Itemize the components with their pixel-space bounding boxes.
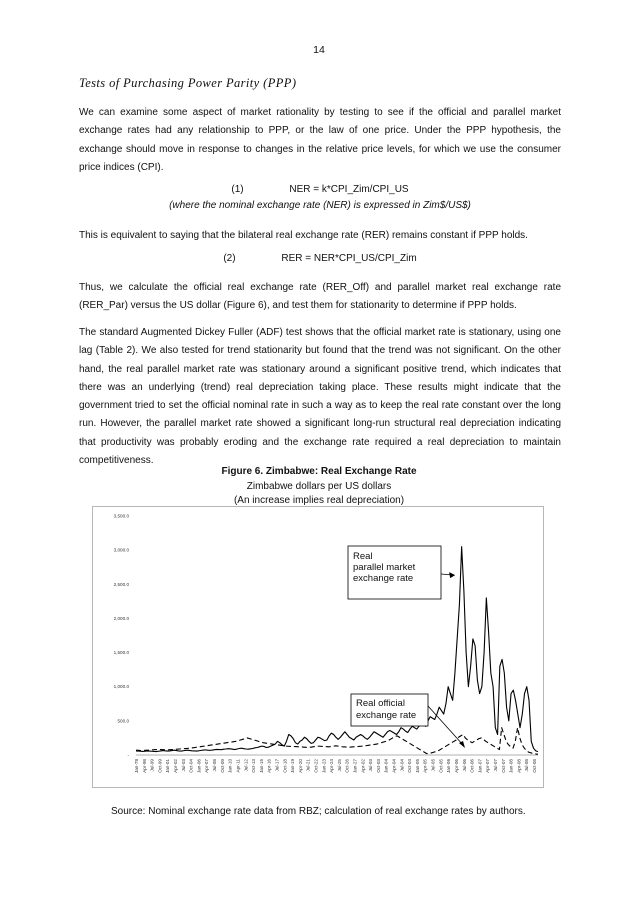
- x-tick-label: Jul-03: [368, 759, 374, 772]
- x-tick-label: Oct-04: [407, 759, 413, 773]
- equation-1-note: (where the nominal exchange rate (NER) is expressed in Zim$/US$): [169, 200, 471, 211]
- parallel-annotation-text: Real: [353, 551, 373, 562]
- x-tick-label: Oct-06: [469, 759, 475, 773]
- x-tick-label: Oct-18: [282, 759, 288, 773]
- x-tick-label: Apr-07: [204, 759, 210, 773]
- x-tick-label: Oct-99: [157, 759, 163, 773]
- x-tick-label: Oct-13: [251, 759, 257, 773]
- x-tick-label: Jul-04: [399, 759, 405, 772]
- y-tick-label: 2,500.0: [113, 581, 129, 587]
- x-tick-label: Apr-04: [391, 759, 397, 773]
- parallel-annotation-text: exchange rate: [353, 573, 414, 584]
- x-tick-label: Apr-11: [235, 759, 241, 773]
- x-tick-label: Jan-05: [414, 759, 420, 774]
- figure-subtitle-units: Zimbabwe dollars per US dollars: [246, 481, 392, 492]
- y-tick-label: 3,500.0: [113, 513, 129, 519]
- x-tick-label: Oct-07: [500, 759, 506, 773]
- x-tick-label: Oct-08: [532, 759, 537, 773]
- x-tick-label: Jan-04: [383, 759, 389, 774]
- x-tick-label: Apr-02: [173, 759, 179, 773]
- real-exchange-rate-chart: [92, 506, 544, 788]
- y-tick-label: 500.0: [117, 718, 129, 724]
- x-tick-label: Jul-21: [305, 759, 311, 772]
- paragraph-rer-constant: This is equivalent to saying that the bilateral real exchange rate (RER) remains constant if PPP holds.: [79, 230, 528, 241]
- x-tick-label: Apr-07: [485, 759, 491, 773]
- official-annotation-text: Real official: [356, 698, 405, 709]
- x-tick-label: Jan-08: [508, 759, 514, 774]
- x-tick-label: Jul-05: [430, 759, 436, 772]
- x-tick-label: Jan-23: [321, 759, 327, 774]
- x-tick-label: Jan-19: [290, 759, 296, 774]
- paragraph-intro: We can examine some aspect of market rationality by testing to see if the official and parallel market exchange rates had any relationship to PPP, or the law of one price. Under the PPP hypothesis, the exchange should move in response to changes in the relative price levels, for which we use the consumer price indices (CPI).: [79, 107, 561, 173]
- x-tick-label: Oct-04: [188, 759, 194, 773]
- x-tick-label: Jan-78: [134, 759, 139, 774]
- x-tick-label: Apr-02: [360, 759, 366, 773]
- x-tick-label: Jan-06: [446, 759, 452, 774]
- equation-2-number: (2): [223, 253, 236, 264]
- x-tick-label: Oct-05: [438, 759, 444, 773]
- x-tick-label: Jul-25: [336, 759, 342, 772]
- x-tick-label: Jul-08: [212, 759, 218, 772]
- official-annotation-text: exchange rate: [356, 710, 417, 721]
- x-tick-label: Jan-07: [477, 759, 483, 774]
- x-tick-label: Apr-24: [329, 759, 335, 773]
- y-tick-label: 1,000.0: [113, 684, 129, 690]
- y-tick-label: 2,000.0: [113, 615, 129, 621]
- parallel-annotation-text: parallel market: [353, 562, 416, 573]
- x-tick-label: Jul-99: [149, 759, 155, 772]
- equation-2: [79, 253, 561, 264]
- x-tick-label: Oct-26: [344, 759, 350, 773]
- paragraph-adf: The standard Augmented Dickey Fuller (ADF) test shows that the official market rate is stationary, using one lag (Table 2). We also tested for trend stationarity but found that the trend was not significant. On the other hand, the real parallel market rate was stationary around a significant positive trend, which indicates that there was an underlying (trend) real depreciation taking place. These results might indicate that the government tried to set the official nominal rate in such a way as to keep the real rate constant over the long run. However, the parallel market rate showed a significant long-run structural real depreciation indicating that productivity was probably eroding and the exchange rate required a real depreciation to maintain competitiveness.: [79, 327, 561, 467]
- x-tick-label: Apr-08: [516, 759, 522, 773]
- x-tick-label: Apr-05: [422, 759, 428, 773]
- y-tick-label: -: [127, 752, 129, 758]
- x-tick-label: Apr-16: [266, 759, 272, 773]
- x-tick-label: Jan-01: [165, 759, 171, 774]
- x-tick-label: Jul-08: [524, 759, 530, 772]
- paragraph-calc: Thus, we calculate the official real exchange rate (RER_Off) and parallel market real exchange rate (RER_Par) versus the US dollar (Figure 6), and test them for stationarity to determine if PPP holds.: [79, 282, 561, 312]
- equation-1-number: (1): [231, 184, 244, 195]
- section-heading: Tests of Purchasing Power Parity (PPP): [79, 76, 297, 90]
- y-tick-label: 3,000.0: [113, 547, 129, 553]
- figure-subtitle-note: (An increase implies real depreciation): [233, 495, 405, 506]
- x-tick-label: Apr-06: [453, 759, 459, 773]
- x-tick-label: Jul-06: [461, 759, 467, 772]
- x-tick-label: Oct-09: [219, 759, 225, 773]
- figure-title: Figure 6. Zimbabwe: Real Exchange Rate: [221, 466, 417, 477]
- x-tick-label: Oct-22: [313, 759, 319, 773]
- y-tick-label: 1,500.0: [113, 650, 129, 656]
- x-tick-label: Jan-27: [352, 759, 358, 774]
- chart-border: [93, 507, 544, 788]
- x-tick-label: Apr-98: [141, 759, 147, 773]
- equation-1: [79, 184, 561, 195]
- x-tick-label: Apr-20: [297, 759, 303, 773]
- figure-source: Source: Nominal exchange rate data from RBZ; calculation of real exchange rates by authors.: [111, 806, 526, 817]
- x-tick-label: Jan-06: [196, 759, 202, 774]
- x-tick-label: Oct-03: [375, 759, 381, 773]
- equation-1-formula: NER = k*CPI_Zim/CPI_US: [289, 184, 409, 195]
- x-tick-label: Jan-15: [258, 759, 264, 774]
- x-tick-label: Jul-07: [492, 759, 498, 772]
- x-tick-label: Jul-12: [243, 759, 249, 772]
- equation-2-formula: RER = NER*CPI_US/CPI_Zim: [281, 253, 417, 264]
- x-tick-label: Jul-17: [274, 759, 280, 772]
- x-tick-label: Jul-03: [180, 759, 186, 772]
- page-number: 14: [313, 44, 325, 56]
- x-tick-label: Jan-10: [227, 759, 233, 774]
